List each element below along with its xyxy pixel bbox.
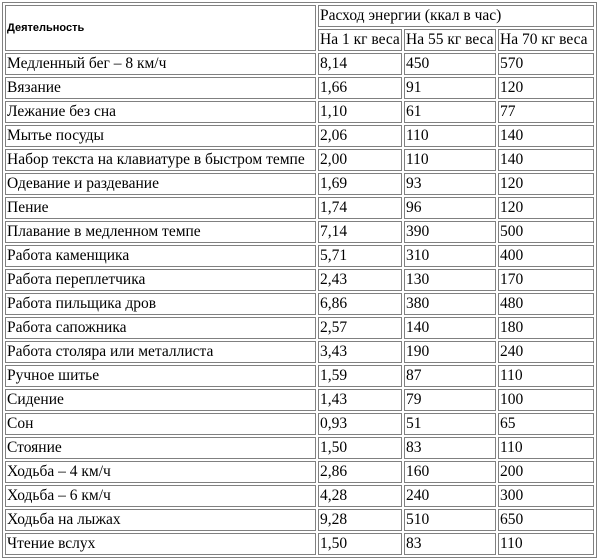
activity-cell: Одевание и раздевание [5, 173, 316, 195]
per-55kg-cell: 110 [404, 125, 496, 147]
table-row [5, 125, 594, 147]
per-55kg-cell: 51 [404, 413, 496, 435]
per-55kg-cell: 310 [404, 245, 496, 267]
per-70kg-cell: 200 [498, 461, 594, 483]
per-kg-cell: 1,74 [318, 197, 402, 219]
per-70kg-cell: 120 [498, 173, 594, 195]
per-55kg-cell: 91 [404, 77, 496, 99]
per-70kg-cell: 77 [498, 101, 594, 123]
table-row [5, 245, 594, 267]
per-kg-cell: 7,14 [318, 221, 402, 243]
per-55kg-cell: 130 [404, 269, 496, 291]
activity-column-header: Деятельность [5, 5, 316, 51]
per-55kg-cell: 79 [404, 389, 496, 411]
activity-cell: Стояние [5, 437, 316, 459]
table-row [5, 461, 594, 483]
table-row [5, 509, 594, 531]
per-70kg-cell: 120 [498, 197, 594, 219]
per-55kg-cell: 96 [404, 197, 496, 219]
per-kg-cell: 4,28 [318, 485, 402, 507]
per-70kg-cell: 180 [498, 317, 594, 339]
activity-cell: Сидение [5, 389, 316, 411]
table-row [5, 197, 594, 219]
table-header-row [5, 5, 594, 27]
table-row [5, 53, 594, 75]
table-row [5, 389, 594, 411]
per-55kg-cell: 83 [404, 437, 496, 459]
per-kg-cell: 2,00 [318, 149, 402, 171]
table-body [5, 53, 594, 555]
per-kg-cell: 1,50 [318, 437, 402, 459]
per-55kg-cell: 240 [404, 485, 496, 507]
activity-cell: Медленный бег – 8 км/ч [5, 53, 316, 75]
activity-cell: Работа сапожника [5, 317, 316, 339]
table-row [5, 485, 594, 507]
activity-cell: Вязание [5, 77, 316, 99]
table-row [5, 221, 594, 243]
per-70kg-cell: 110 [498, 365, 594, 387]
table-row [5, 149, 594, 171]
per-70kg-cell: 650 [498, 509, 594, 531]
per-55kg-cell: 140 [404, 317, 496, 339]
energy-expenditure-table [2, 2, 597, 558]
per-kg-cell: 1,10 [318, 101, 402, 123]
per-55kg-cell: 510 [404, 509, 496, 531]
activity-cell: Чтение вслух [5, 533, 316, 555]
table-row [5, 269, 594, 291]
per-kg-cell: 1,69 [318, 173, 402, 195]
table-row [5, 317, 594, 339]
per-kg-cell: 1,66 [318, 77, 402, 99]
per-55kg-cell: 380 [404, 293, 496, 315]
per-70kg-cell: 100 [498, 389, 594, 411]
per-kg-cell: 2,57 [318, 317, 402, 339]
per-55kg-cell: 390 [404, 221, 496, 243]
activity-cell: Пение [5, 197, 316, 219]
per-70kg-cell: 480 [498, 293, 594, 315]
per-kg-cell: 3,43 [318, 341, 402, 363]
activity-cell: Работа пильщика дров [5, 293, 316, 315]
per-kg-cell: 5,71 [318, 245, 402, 267]
activity-cell: Мытье посуды [5, 125, 316, 147]
per-70kg-cell: 500 [498, 221, 594, 243]
table-row [5, 365, 594, 387]
table-row [5, 341, 594, 363]
table-row [5, 77, 594, 99]
per-70kg-cell: 170 [498, 269, 594, 291]
per-55kg-cell: 450 [404, 53, 496, 75]
per-kg-cell: 8,14 [318, 53, 402, 75]
per-55kg-cell: 87 [404, 365, 496, 387]
per-55kg-cell: 83 [404, 533, 496, 555]
per-70kg-cell: 400 [498, 245, 594, 267]
per-70kg-cell: 570 [498, 53, 594, 75]
activity-cell: Работа каменщика [5, 245, 316, 267]
per-55kg-cell: 190 [404, 341, 496, 363]
per-kg-cell: 1,43 [318, 389, 402, 411]
per-kg-cell: 0,93 [318, 413, 402, 435]
per-70kg-cell: 65 [498, 413, 594, 435]
per-70kg-cell: 120 [498, 77, 594, 99]
per-70kg-column-header: На 70 кг веса [498, 29, 594, 51]
table-row [5, 101, 594, 123]
per-kg-column-header: На 1 кг веса [318, 29, 402, 51]
per-55kg-cell: 110 [404, 149, 496, 171]
energy-group-header: Расход энергии (ккал в час) [318, 5, 594, 27]
activity-cell: Работа столяра или металлиста [5, 341, 316, 363]
per-kg-cell: 6,86 [318, 293, 402, 315]
per-55kg-cell: 93 [404, 173, 496, 195]
per-70kg-cell: 140 [498, 149, 594, 171]
per-kg-cell: 2,86 [318, 461, 402, 483]
per-kg-cell: 2,06 [318, 125, 402, 147]
activity-cell: Ходьба – 4 км/ч [5, 461, 316, 483]
table-row [5, 293, 594, 315]
activity-cell: Сон [5, 413, 316, 435]
per-kg-cell: 1,50 [318, 533, 402, 555]
per-70kg-cell: 300 [498, 485, 594, 507]
activity-cell: Плавание в медленном темпе [5, 221, 316, 243]
per-70kg-cell: 110 [498, 437, 594, 459]
activity-cell: Лежание без сна [5, 101, 316, 123]
table-row [5, 413, 594, 435]
activity-cell: Ходьба – 6 км/ч [5, 485, 316, 507]
per-55kg-cell: 61 [404, 101, 496, 123]
per-kg-cell: 2,43 [318, 269, 402, 291]
per-55kg-column-header: На 55 кг веса [404, 29, 496, 51]
per-70kg-cell: 240 [498, 341, 594, 363]
activity-cell: Работа переплетчика [5, 269, 316, 291]
per-kg-cell: 1,59 [318, 365, 402, 387]
activity-cell: Ходьба на лыжах [5, 509, 316, 531]
activity-cell: Ручное шитье [5, 365, 316, 387]
per-55kg-cell: 160 [404, 461, 496, 483]
table-row [5, 533, 594, 555]
per-70kg-cell: 140 [498, 125, 594, 147]
per-kg-cell: 9,28 [318, 509, 402, 531]
table-row [5, 173, 594, 195]
table-row [5, 437, 594, 459]
activity-cell: Набор текста на клавиатуре в быстром темпе [5, 149, 316, 171]
per-70kg-cell: 110 [498, 533, 594, 555]
